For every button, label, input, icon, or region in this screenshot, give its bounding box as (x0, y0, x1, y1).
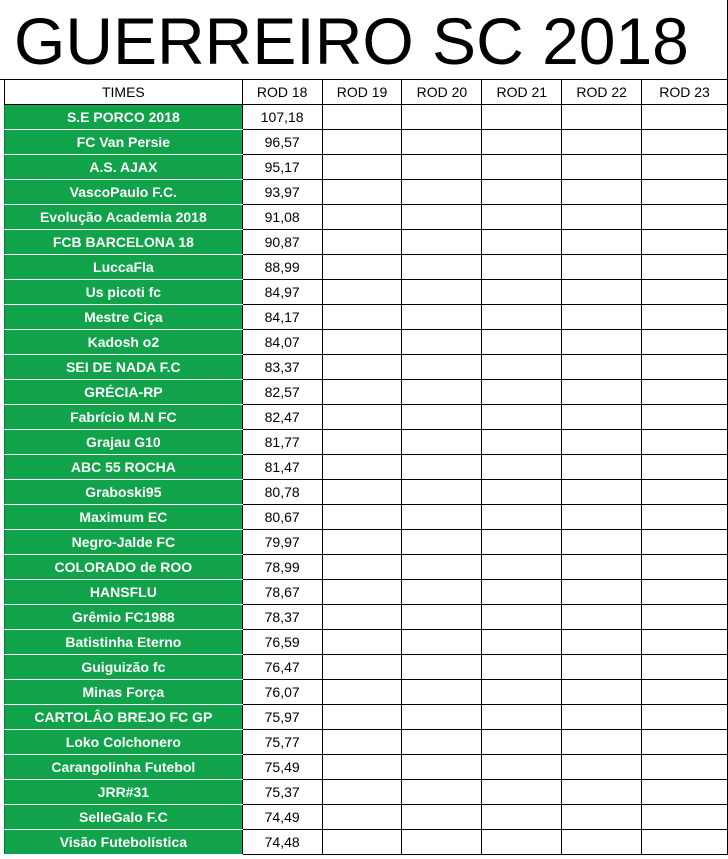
rod18-score-cell[interactable]: 90,87 (242, 229, 322, 254)
team-name-cell[interactable]: Negro-Jalde FC (5, 529, 243, 554)
rod22-score-cell[interactable] (562, 154, 642, 179)
rod18-score-cell[interactable]: 107,18 (242, 104, 322, 129)
rod18-score-cell[interactable]: 78,37 (242, 604, 322, 629)
table-row (5, 429, 728, 454)
sheet-title: GUERREIRO SC 2018 (14, 4, 689, 78)
team-name-cell[interactable]: GRÉCIA-RP (5, 379, 243, 404)
team-name-cell[interactable]: COLORADO de ROO (5, 554, 243, 579)
rod19-score-cell[interactable] (322, 604, 402, 629)
rod18-score-cell[interactable]: 75,37 (242, 779, 322, 804)
table-row (5, 654, 728, 679)
rod19-score-cell[interactable] (322, 679, 402, 704)
rod22-score-cell[interactable] (562, 729, 642, 754)
rod18-score-cell[interactable]: 76,59 (242, 629, 322, 654)
rod21-score-cell[interactable] (482, 379, 562, 404)
rod22-score-cell[interactable] (562, 329, 642, 354)
rod23-score-cell[interactable] (642, 779, 728, 804)
rod20-score-cell[interactable] (402, 329, 482, 354)
table-row (5, 404, 728, 429)
rod20-score-cell[interactable] (402, 729, 482, 754)
rod19-score-cell[interactable] (322, 504, 402, 529)
table-row (5, 204, 728, 229)
rod23-score-cell[interactable] (642, 554, 728, 579)
rod21-score-cell[interactable] (482, 104, 562, 129)
rod22-score-cell[interactable] (562, 404, 642, 429)
rod20-score-cell[interactable] (402, 529, 482, 554)
rod22-score-cell[interactable] (562, 804, 642, 829)
rod18-score-cell[interactable]: 83,37 (242, 354, 322, 379)
rod23-score-cell[interactable] (642, 179, 728, 204)
table-row (5, 554, 728, 579)
rod23-score-cell[interactable] (642, 579, 728, 604)
rod20-score-cell[interactable] (402, 579, 482, 604)
rod21-score-cell[interactable] (482, 154, 562, 179)
rod21-score-cell[interactable] (482, 754, 562, 779)
rod21-score-cell[interactable] (482, 129, 562, 154)
rod20-score-cell[interactable] (402, 504, 482, 529)
table-row (5, 104, 728, 129)
rod22-score-cell[interactable] (562, 679, 642, 704)
title-cell[interactable] (0, 0, 728, 80)
rod22-score-cell[interactable] (562, 654, 642, 679)
rod19-score-cell[interactable] (322, 829, 402, 854)
header-rod21[interactable]: ROD 21 (482, 80, 562, 104)
rod23-score-cell[interactable] (642, 529, 728, 554)
rod22-score-cell[interactable] (562, 254, 642, 279)
rod19-score-cell[interactable] (322, 179, 402, 204)
rod21-score-cell[interactable] (482, 479, 562, 504)
rod22-score-cell[interactable] (562, 104, 642, 129)
rod23-score-cell[interactable] (642, 604, 728, 629)
rod20-score-cell[interactable] (402, 379, 482, 404)
table-row (5, 504, 728, 529)
team-name-cell[interactable]: SelleGalo F.C (5, 804, 243, 829)
team-name-cell[interactable]: Grêmio FC1988 (5, 604, 243, 629)
rod23-score-cell[interactable] (642, 479, 728, 504)
rod19-score-cell[interactable] (322, 204, 402, 229)
header-times[interactable]: TIMES (5, 80, 243, 104)
rod23-score-cell[interactable] (642, 279, 728, 304)
rod19-score-cell[interactable] (322, 529, 402, 554)
rod22-score-cell[interactable] (562, 354, 642, 379)
rod18-score-cell[interactable]: 78,99 (242, 554, 322, 579)
rod21-score-cell[interactable] (482, 804, 562, 829)
team-name-cell[interactable]: Evolução Academia 2018 (5, 204, 243, 229)
rod20-score-cell[interactable] (402, 479, 482, 504)
rod21-score-cell[interactable] (482, 579, 562, 604)
rod20-score-cell[interactable] (402, 754, 482, 779)
rod18-score-cell[interactable]: 74,48 (242, 829, 322, 854)
rod20-score-cell[interactable] (402, 304, 482, 329)
table-row (5, 679, 728, 704)
rod18-score-cell[interactable]: 79,97 (242, 529, 322, 554)
rod18-score-cell[interactable]: 80,78 (242, 479, 322, 504)
rod19-score-cell[interactable] (322, 429, 402, 454)
rod19-score-cell[interactable] (322, 729, 402, 754)
table-row (5, 704, 728, 729)
rod21-score-cell[interactable] (482, 779, 562, 804)
rod22-score-cell[interactable] (562, 704, 642, 729)
rod21-score-cell[interactable] (482, 629, 562, 654)
rod20-score-cell[interactable] (402, 429, 482, 454)
rod20-score-cell[interactable] (402, 204, 482, 229)
rod22-score-cell[interactable] (562, 479, 642, 504)
rod19-score-cell[interactable] (322, 479, 402, 504)
rod20-score-cell[interactable] (402, 454, 482, 479)
rod21-score-cell[interactable] (482, 554, 562, 579)
rod20-score-cell[interactable] (402, 554, 482, 579)
rod19-score-cell[interactable] (322, 629, 402, 654)
rod18-score-cell[interactable]: 76,47 (242, 654, 322, 679)
rod23-score-cell[interactable] (642, 329, 728, 354)
team-name-cell[interactable]: ABC 55 ROCHA (5, 454, 243, 479)
rod19-score-cell[interactable] (322, 704, 402, 729)
rod19-score-cell[interactable] (322, 329, 402, 354)
team-name-cell[interactable]: Maximum EC (5, 504, 243, 529)
table-row (5, 179, 728, 204)
rod20-score-cell[interactable] (402, 229, 482, 254)
rod22-score-cell[interactable] (562, 629, 642, 654)
rod19-score-cell[interactable] (322, 304, 402, 329)
rod19-score-cell[interactable] (322, 129, 402, 154)
table-row (5, 479, 728, 504)
rod23-score-cell[interactable] (642, 379, 728, 404)
team-name-cell[interactable]: Loko Colchonero (5, 729, 243, 754)
rod20-score-cell[interactable] (402, 154, 482, 179)
rod21-score-cell[interactable] (482, 429, 562, 454)
rod22-score-cell[interactable] (562, 429, 642, 454)
table-row (5, 279, 728, 304)
table-row (5, 779, 728, 804)
rod18-score-cell[interactable]: 84,07 (242, 329, 322, 354)
team-name-cell[interactable]: Minas Força (5, 679, 243, 704)
rod18-score-cell[interactable]: 84,97 (242, 279, 322, 304)
rod23-score-cell[interactable] (642, 229, 728, 254)
rod21-score-cell[interactable] (482, 679, 562, 704)
rod18-score-cell[interactable]: 84,17 (242, 304, 322, 329)
table-row (5, 254, 728, 279)
rod23-score-cell[interactable] (642, 629, 728, 654)
rod21-score-cell[interactable] (482, 704, 562, 729)
team-name-cell[interactable]: SEI DE NADA F.C (5, 354, 243, 379)
rod23-score-cell[interactable] (642, 804, 728, 829)
rod21-score-cell[interactable] (482, 529, 562, 554)
rod22-score-cell[interactable] (562, 179, 642, 204)
rod21-score-cell[interactable] (482, 329, 562, 354)
rod18-score-cell[interactable]: 76,07 (242, 679, 322, 704)
team-name-cell[interactable]: JRR#31 (5, 779, 243, 804)
team-name-cell[interactable]: Fabrício M.N FC (5, 404, 243, 429)
rod22-score-cell[interactable] (562, 779, 642, 804)
header-rod22[interactable]: ROD 22 (562, 80, 642, 104)
rod22-score-cell[interactable] (562, 379, 642, 404)
rod21-score-cell[interactable] (482, 229, 562, 254)
rod18-score-cell[interactable]: 91,08 (242, 204, 322, 229)
rod22-score-cell[interactable] (562, 204, 642, 229)
rod20-score-cell[interactable] (402, 254, 482, 279)
rod19-score-cell[interactable] (322, 779, 402, 804)
rod20-score-cell[interactable] (402, 279, 482, 304)
rod23-score-cell[interactable] (642, 729, 728, 754)
rod23-score-cell[interactable] (642, 504, 728, 529)
table-row (5, 754, 728, 779)
team-name-cell[interactable]: FC Van Persie (5, 129, 243, 154)
rod23-score-cell[interactable] (642, 354, 728, 379)
team-name-cell[interactable]: Batistinha Eterno (5, 629, 243, 654)
rod22-score-cell[interactable] (562, 529, 642, 554)
rod18-score-cell[interactable]: 93,97 (242, 179, 322, 204)
team-name-cell[interactable]: Graboski95 (5, 479, 243, 504)
rod18-score-cell[interactable]: 75,97 (242, 704, 322, 729)
team-name-cell[interactable]: HANSFLU (5, 579, 243, 604)
team-name-cell[interactable]: A.S. AJAX (5, 154, 243, 179)
team-name-cell[interactable]: Guiguizão fc (5, 654, 243, 679)
table-row (5, 629, 728, 654)
rod22-score-cell[interactable] (562, 604, 642, 629)
rod20-score-cell[interactable] (402, 629, 482, 654)
rod22-score-cell[interactable] (562, 579, 642, 604)
rod19-score-cell[interactable] (322, 654, 402, 679)
rod18-score-cell[interactable]: 88,99 (242, 254, 322, 279)
rod21-score-cell[interactable] (482, 354, 562, 379)
rod23-score-cell[interactable] (642, 404, 728, 429)
rod18-score-cell[interactable]: 81,77 (242, 429, 322, 454)
table-row (5, 129, 728, 154)
rod20-score-cell[interactable] (402, 804, 482, 829)
rod18-score-cell[interactable]: 81,47 (242, 454, 322, 479)
rod19-score-cell[interactable] (322, 229, 402, 254)
team-name-cell[interactable]: Us picoti fc (5, 279, 243, 304)
rod19-score-cell[interactable] (322, 804, 402, 829)
rod20-score-cell[interactable] (402, 704, 482, 729)
rod20-score-cell[interactable] (402, 779, 482, 804)
rod18-score-cell[interactable]: 82,47 (242, 404, 322, 429)
rod18-score-cell[interactable]: 75,77 (242, 729, 322, 754)
team-name-cell[interactable]: FCB BARCELONA 18 (5, 229, 243, 254)
team-name-cell[interactable]: CARTOLÂO BREJO FC GP (5, 704, 243, 729)
rod23-score-cell[interactable] (642, 704, 728, 729)
rod23-score-cell[interactable] (642, 754, 728, 779)
rod21-score-cell[interactable] (482, 279, 562, 304)
table-row (5, 379, 728, 404)
rod21-score-cell[interactable] (482, 504, 562, 529)
rod23-score-cell[interactable] (642, 129, 728, 154)
rod23-score-cell[interactable] (642, 679, 728, 704)
rod19-score-cell[interactable] (322, 104, 402, 129)
table-row (5, 829, 728, 854)
rod21-score-cell[interactable] (482, 729, 562, 754)
rod23-score-cell[interactable] (642, 304, 728, 329)
rod22-score-cell[interactable] (562, 304, 642, 329)
team-name-cell[interactable]: VascoPaulo F.C. (5, 179, 243, 204)
rod18-score-cell[interactable]: 75,49 (242, 754, 322, 779)
standings-table (4, 80, 728, 855)
table-row (5, 579, 728, 604)
rod19-score-cell[interactable] (322, 254, 402, 279)
rod19-score-cell[interactable] (322, 579, 402, 604)
rod20-score-cell[interactable] (402, 679, 482, 704)
rod20-score-cell[interactable] (402, 404, 482, 429)
rod19-score-cell[interactable] (322, 404, 402, 429)
team-name-cell[interactable]: Visão Futebolística (5, 829, 243, 854)
rod21-score-cell[interactable] (482, 829, 562, 854)
rod21-score-cell[interactable] (482, 179, 562, 204)
rod18-score-cell[interactable]: 95,17 (242, 154, 322, 179)
rod19-score-cell[interactable] (322, 754, 402, 779)
rod19-score-cell[interactable] (322, 454, 402, 479)
rod18-score-cell[interactable]: 80,67 (242, 504, 322, 529)
rod23-score-cell[interactable] (642, 429, 728, 454)
table-row (5, 229, 728, 254)
rod22-score-cell[interactable] (562, 129, 642, 154)
rod22-score-cell[interactable] (562, 229, 642, 254)
table-body (5, 104, 728, 854)
rod21-score-cell[interactable] (482, 654, 562, 679)
rod21-score-cell[interactable] (482, 304, 562, 329)
rod23-score-cell[interactable] (642, 454, 728, 479)
header-row (5, 80, 728, 104)
rod21-score-cell[interactable] (482, 254, 562, 279)
rod22-score-cell[interactable] (562, 754, 642, 779)
table-row (5, 604, 728, 629)
team-name-cell[interactable]: Kadosh o2 (5, 329, 243, 354)
table-row (5, 804, 728, 829)
rod23-score-cell[interactable] (642, 254, 728, 279)
table-row (5, 354, 728, 379)
team-name-cell[interactable]: LuccaFla (5, 254, 243, 279)
rod21-score-cell[interactable] (482, 404, 562, 429)
rod23-score-cell[interactable] (642, 104, 728, 129)
header-rod23[interactable]: ROD 23 (642, 80, 728, 104)
rod19-score-cell[interactable] (322, 154, 402, 179)
rod19-score-cell[interactable] (322, 379, 402, 404)
rod19-score-cell[interactable] (322, 554, 402, 579)
team-name-cell[interactable]: Grajau G10 (5, 429, 243, 454)
team-name-cell[interactable]: S.E PORCO 2018 (5, 104, 243, 129)
table-row (5, 329, 728, 354)
rod23-score-cell[interactable] (642, 204, 728, 229)
table-row (5, 454, 728, 479)
rod23-score-cell[interactable] (642, 829, 728, 854)
header-rod18[interactable]: ROD 18 (242, 80, 322, 104)
rod20-score-cell[interactable] (402, 354, 482, 379)
rod23-score-cell[interactable] (642, 154, 728, 179)
rod21-score-cell[interactable] (482, 454, 562, 479)
header-rod19[interactable]: ROD 19 (322, 80, 402, 104)
rod22-score-cell[interactable] (562, 554, 642, 579)
rod20-score-cell[interactable] (402, 129, 482, 154)
rod20-score-cell[interactable] (402, 829, 482, 854)
table-row (5, 154, 728, 179)
rod18-score-cell[interactable]: 96,57 (242, 129, 322, 154)
rod18-score-cell[interactable]: 82,57 (242, 379, 322, 404)
rod19-score-cell[interactable] (322, 354, 402, 379)
table-row (5, 729, 728, 754)
rod18-score-cell[interactable]: 74,49 (242, 804, 322, 829)
rod22-score-cell[interactable] (562, 504, 642, 529)
table-row (5, 529, 728, 554)
rod20-score-cell[interactable] (402, 104, 482, 129)
rod22-score-cell[interactable] (562, 279, 642, 304)
rod21-score-cell[interactable] (482, 204, 562, 229)
team-name-cell[interactable]: Mestre Ciça (5, 304, 243, 329)
team-name-cell[interactable]: Carangolinha Futebol (5, 754, 243, 779)
table-row (5, 304, 728, 329)
rod20-score-cell[interactable] (402, 604, 482, 629)
rod18-score-cell[interactable]: 78,67 (242, 579, 322, 604)
rod21-score-cell[interactable] (482, 604, 562, 629)
rod19-score-cell[interactable] (322, 279, 402, 304)
rod22-score-cell[interactable] (562, 454, 642, 479)
rod20-score-cell[interactable] (402, 179, 482, 204)
rod23-score-cell[interactable] (642, 654, 728, 679)
rod20-score-cell[interactable] (402, 654, 482, 679)
header-rod20[interactable]: ROD 20 (402, 80, 482, 104)
rod22-score-cell[interactable] (562, 829, 642, 854)
